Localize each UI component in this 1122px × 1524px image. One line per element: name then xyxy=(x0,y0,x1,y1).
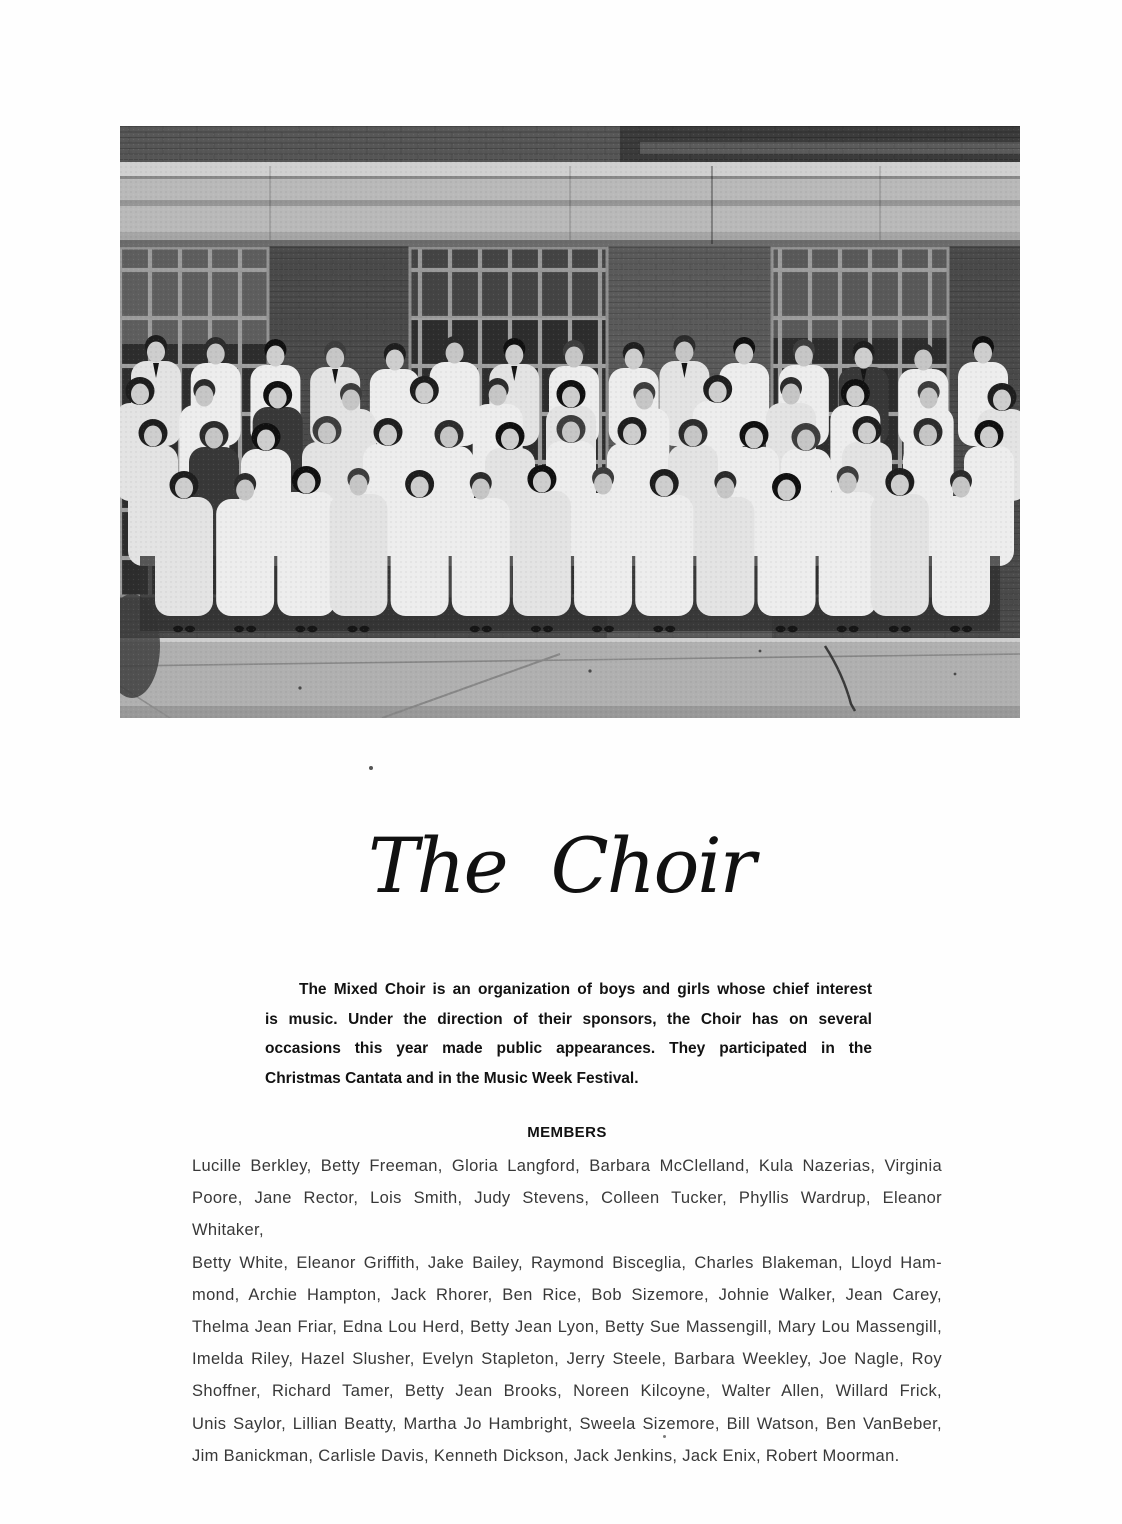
text-line: mond, Archie Hampton, Jack Rhorer, Ben Rice, Bob Sizemore, Johnie Walker, Jean Carey, xyxy=(192,1285,942,1304)
text-line: Shoffner, Richard Tamer, Betty Jean Brooks, Noreen Kilcoyne, Walter Allen, Willard Frick, xyxy=(192,1382,942,1401)
title-word-choir: Choir xyxy=(550,821,755,910)
page-title xyxy=(0,821,1122,910)
text-line: Christmas Cantata and in the Music Week Festival. xyxy=(265,1069,639,1087)
members-heading: MEMBERS xyxy=(527,1124,607,1141)
title-word-the: The xyxy=(367,821,507,910)
text-line: The Mixed Choir is an organization of boys and girls whose chief interest xyxy=(299,981,872,998)
photo-grain-overlay xyxy=(120,126,1020,718)
text-line: Lucille Berkley, Betty Freeman, Gloria Langford, Barbara McClelland, Kula Nazerias, Virginia xyxy=(192,1157,942,1175)
text-line: Poore, Jane Rector, Lois Smith, Judy Stevens, Colleen Tucker, Phyllis Wardrup, Eleanor Whitaker, xyxy=(192,1189,942,1240)
text-line: Unis Saylor, Lillian Beatty, Martha Jo Hambright, Sweela Sizemore, Bill Watson, Ben VanBeber, xyxy=(192,1414,942,1433)
members-list xyxy=(192,1150,942,1472)
choir-photo xyxy=(120,126,1020,718)
text-line: Jim Banickman, Carlisle Davis, Kenneth Dickson, Jack Jenkins, Jack Enix, Robert Moorman. xyxy=(192,1446,900,1465)
print-speck xyxy=(663,1435,666,1438)
text-line: Thelma Jean Friar, Edna Lou Herd, Betty Jean Lyon, Betty Sue Massengill, Mary Lou Massengill, xyxy=(192,1318,942,1337)
text-line: Imelda Riley, Hazel Slusher, Evelyn Stapleton, Jerry Steele, Barbara Weekley, Joe Nagle, Roy xyxy=(192,1350,942,1369)
text-line: occasions this year made public appearances. They participated in the xyxy=(265,1040,872,1057)
print-speck xyxy=(369,766,373,770)
choir-description xyxy=(265,975,872,1093)
text-line: is music. Under the direction of their sponsors, the Choir has on several xyxy=(265,1010,872,1028)
text-line: Betty White, Eleanor Griffith, Jake Bailey, Raymond Bisceglia, Charles Blakeman, Lloyd Ham- xyxy=(192,1253,942,1272)
